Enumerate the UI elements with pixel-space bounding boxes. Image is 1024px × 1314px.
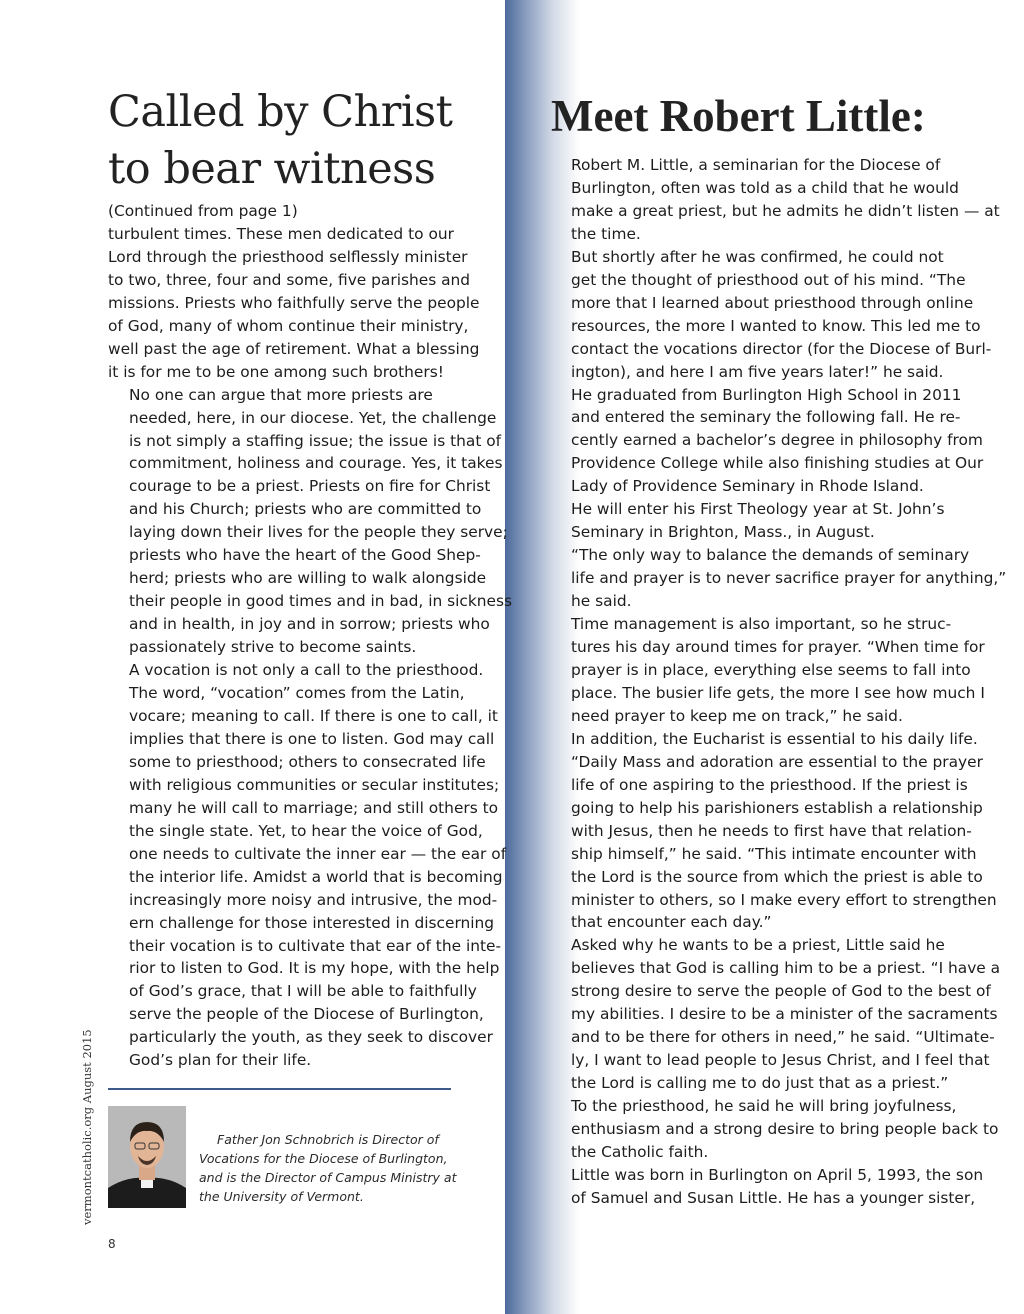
- left-article-title: [108, 84, 500, 198]
- side-publication-tag: vermontcatholic.org August 2015: [80, 1029, 94, 1225]
- text-line: the Catholic faith.: [571, 1142, 709, 1161]
- text-line: priests who have the heart of the Good Shep-: [129, 546, 481, 565]
- text-line: and in health, in joy and in sorrow; priests who: [129, 615, 490, 634]
- text-line: need prayer to keep me on track,” he said.: [571, 706, 903, 725]
- right-paragraph: [550, 384, 984, 499]
- left-paragraph: [108, 659, 508, 1072]
- text-line: courage to be a priest. Priests on fire for Christ: [129, 477, 491, 496]
- left-paragraph: [108, 384, 513, 659]
- text-line: strong desire to serve the people of God to the best of: [571, 982, 991, 1001]
- text-line: and his Church; priests who are committed to: [129, 500, 482, 519]
- text-line: the Lord is the source from which the priest is able to: [571, 867, 983, 886]
- text-line: commitment, holiness and courage. Yes, it takes: [129, 454, 503, 473]
- text-line: Providence College while also finishing studies at Our: [571, 454, 984, 473]
- bio-line: and is the Director of Campus Ministry at: [199, 1170, 457, 1185]
- text-line: increasingly more noisy and intrusive, the mod-: [129, 890, 498, 909]
- text-line: He will enter his First Theology year at St. John’s: [571, 500, 945, 519]
- left-article-body: [108, 200, 513, 1072]
- text-line: resources, the more I wanted to know. This led me to: [571, 316, 981, 335]
- text-line: the time.: [571, 224, 641, 243]
- text-line: But shortly after he was confirmed, he could not: [571, 247, 944, 266]
- left-paragraph: [108, 223, 508, 384]
- right-paragraph: [550, 1164, 984, 1210]
- text-line: “The only way to balance the demands of seminary: [571, 546, 970, 565]
- text-line: their people in good times and in bad, in sickness: [129, 592, 513, 611]
- title-line: to bear witness: [108, 144, 436, 194]
- text-line: many he will call to marriage; and still others to: [129, 798, 499, 817]
- text-line: some to priesthood; others to consecrated life: [129, 752, 486, 771]
- text-line: is not simply a staffing issue; the issue is that of: [129, 431, 502, 450]
- text-line: place. The busier life gets, the more I see how much I: [571, 683, 985, 702]
- text-line: Lady of Providence Seminary in Rhode Island.: [571, 477, 924, 496]
- right-paragraph: [550, 544, 1007, 613]
- text-line: particularly the youth, as they seek to discover: [129, 1028, 493, 1047]
- text-line: No one can argue that more priests are: [129, 385, 433, 404]
- text-line: my abilities. I desire to be a minister of the sacraments: [571, 1005, 998, 1024]
- text-line: minister to others, so I make every effort to strengthen: [571, 890, 997, 909]
- right-paragraph: [550, 154, 1000, 246]
- text-line: The word, “vocation” comes from the Latin,: [129, 684, 465, 703]
- right-article-body: [550, 154, 1007, 1210]
- text-line: their vocation is to cultivate that ear of the inte-: [129, 936, 502, 955]
- right-paragraph: [550, 728, 997, 935]
- text-line: laying down their lives for the people they serve;: [129, 523, 508, 542]
- page-number: 8: [108, 1237, 116, 1251]
- bio-line: the University of Vermont.: [199, 1189, 364, 1204]
- text-line: rior to listen to God. It is my hope, with the help: [129, 959, 500, 978]
- continued-note: (Continued from page 1): [108, 202, 298, 220]
- text-line: and entered the seminary the following fall. He re-: [571, 408, 961, 427]
- text-line: to two, three, four and some, five parishes and: [108, 270, 471, 289]
- text-line: ly, I want to lead people to Jesus Christ, and I feel that: [571, 1051, 990, 1070]
- text-line: He graduated from Burlington High School in 2011: [571, 385, 962, 404]
- text-line: In addition, the Eucharist is essential to his daily life.: [571, 729, 978, 748]
- text-line: believes that God is calling him to be a priest. “I have a: [571, 959, 1001, 978]
- text-line: the Lord is calling me to do just that as a priest.”: [571, 1074, 949, 1093]
- text-line: the interior life. Amidst a world that is becoming: [129, 867, 503, 886]
- right-paragraph: [550, 498, 980, 544]
- text-line: it is for me to be one among such brothers!: [108, 362, 444, 381]
- text-line: tures his day around times for prayer. “When time for: [571, 638, 985, 657]
- text-line: Time management is also important, so he struc-: [571, 615, 952, 634]
- text-line: Little was born in Burlington on April 5, 1993, the son: [571, 1165, 984, 1184]
- text-line: needed, here, in our diocese. Yet, the challenge: [129, 408, 497, 427]
- text-line: herd; priests who are willing to walk alongside: [129, 569, 487, 588]
- text-line: that encounter each day.”: [571, 913, 772, 932]
- text-line: missions. Priests who faithfully serve the people: [108, 293, 480, 312]
- text-line: Seminary in Brighton, Mass., in August.: [571, 523, 875, 542]
- text-line: “Daily Mass and adoration are essential to the prayer: [571, 752, 983, 771]
- text-line: get the thought of priesthood out of his mind. “The: [571, 270, 966, 289]
- text-line: serve the people of the Diocese of Burlington,: [129, 1005, 484, 1024]
- right-paragraph: [550, 1095, 999, 1164]
- text-line: Robert M. Little, a seminarian for the Diocese of: [571, 156, 941, 174]
- author-photo: [108, 1106, 186, 1208]
- text-line: implies that there is one to listen. God may call: [129, 729, 495, 748]
- text-line: ington), and here I am five years later!” he said.: [571, 362, 944, 381]
- text-line: life and prayer is to never sacrifice prayer for anything,”: [571, 569, 1007, 588]
- text-line: Lord through the priesthood selflessly minister: [108, 247, 468, 266]
- text-line: of Samuel and Susan Little. He has a younger sister,: [571, 1188, 976, 1207]
- text-line: life of one aspiring to the priesthood. If the priest is: [571, 775, 968, 794]
- text-line: vocare; meaning to call. If there is one to call, it: [129, 706, 498, 725]
- text-line: more that I learned about priesthood through online: [571, 293, 974, 312]
- title-line: Called by Christ: [108, 87, 453, 137]
- text-line: well past the age of retirement. What a blessing: [108, 339, 480, 358]
- divider-rule: [108, 1088, 451, 1090]
- text-line: God’s plan for their life.: [129, 1051, 312, 1070]
- right-paragraph: [550, 613, 985, 728]
- text-line: with religious communities or secular institutes;: [129, 775, 500, 794]
- text-line: passionately strive to become saints.: [129, 638, 417, 657]
- text-line: he said.: [571, 592, 632, 611]
- text-line: the single state. Yet, to hear the voice of God,: [129, 821, 483, 840]
- right-paragraph: [550, 934, 1001, 1095]
- text-line: of God, many of whom continue their ministry,: [108, 316, 469, 335]
- portrait-icon: [108, 1106, 186, 1208]
- text-line: turbulent times. These men dedicated to our: [108, 224, 454, 243]
- text-line: Burlington, often was told as a child that he would: [571, 178, 959, 197]
- text-line: prayer is in place, everything else seems to fall into: [571, 660, 971, 679]
- text-line: of God’s grace, that I will be able to faithfully: [129, 982, 477, 1001]
- text-line: cently earned a bachelor’s degree in philosophy from: [571, 431, 983, 450]
- right-paragraph: [550, 246, 992, 384]
- text-line: ship himself,” he said. “This intimate encounter with: [571, 844, 977, 863]
- text-line: with Jesus, then he needs to first have that relation-: [571, 821, 972, 840]
- right-article-title: Meet Robert Little:: [551, 91, 926, 141]
- author-bio: [199, 1130, 459, 1206]
- text-line: make a great priest, but he admits he didn’t listen — at: [571, 201, 1000, 220]
- text-line: A vocation is not only a call to the priesthood.: [129, 661, 484, 680]
- text-line: enthusiasm and a strong desire to bring people back to: [571, 1120, 999, 1139]
- text-line: ern challenge for those interested in discerning: [129, 913, 495, 932]
- text-line: one needs to cultivate the inner ear — the ear of: [129, 844, 507, 863]
- bio-line: Father Jon Schnobrich is Director of: [217, 1132, 439, 1147]
- text-line: and to be there for others in need,” he said. “Ultimate-: [571, 1028, 995, 1047]
- text-line: Asked why he wants to be a priest, Little said he: [571, 936, 945, 955]
- text-line: To the priesthood, he said he will bring joyfulness,: [571, 1097, 957, 1116]
- text-line: contact the vocations director (for the Diocese of Burl-: [571, 339, 992, 358]
- text-line: going to help his parishioners establish a relationship: [571, 798, 983, 817]
- bio-line: Vocations for the Diocese of Burlington,: [199, 1151, 448, 1166]
